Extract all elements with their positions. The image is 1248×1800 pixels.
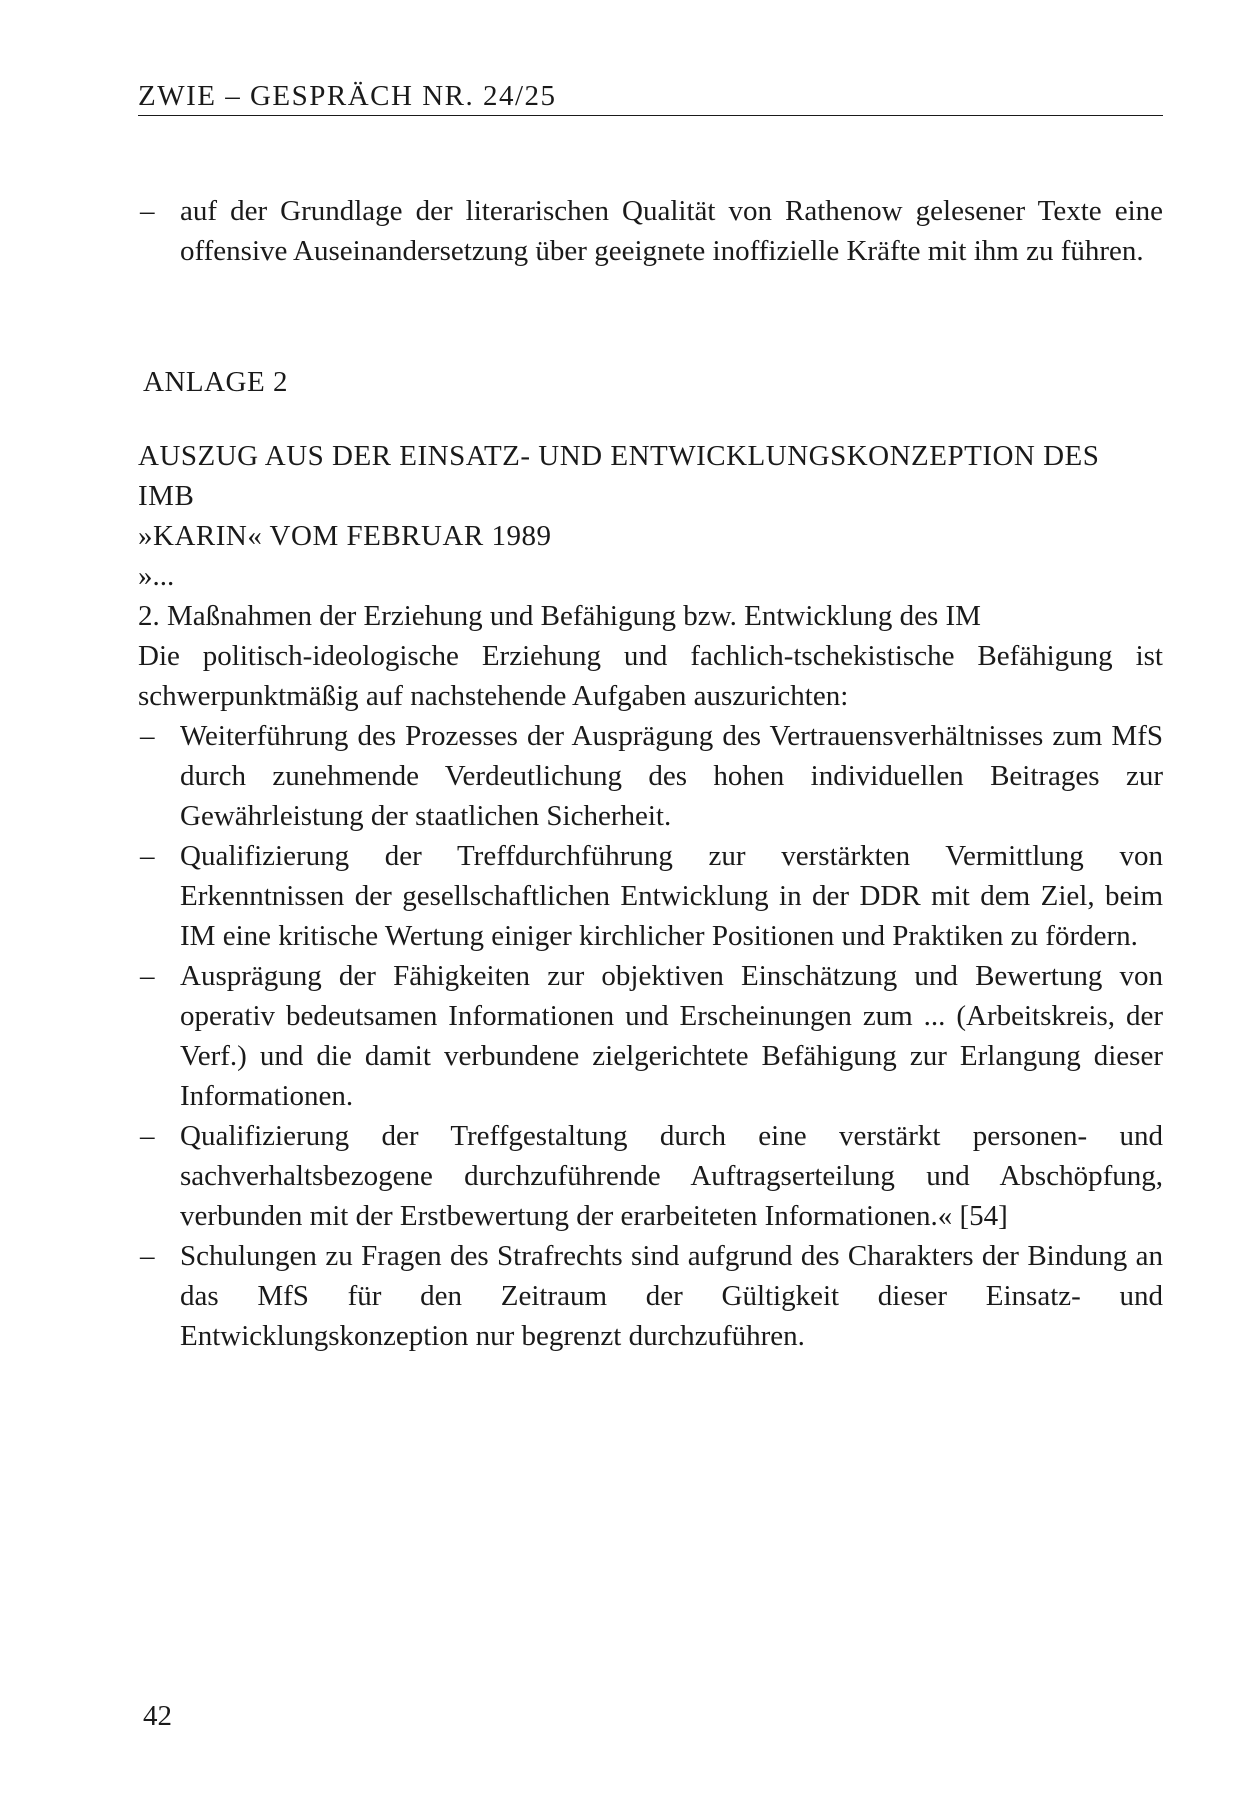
list-item — [138, 716, 1163, 836]
excerpt-title-line2: »KARIN« VOM FEBRUAR 1989 — [138, 520, 552, 552]
dash-bullet: – — [140, 195, 155, 227]
dash-bullet: – — [140, 960, 155, 992]
page-number: 42 — [143, 1700, 172, 1732]
excerpt-section — [138, 436, 1163, 1356]
list-item-text: Ausprägung der Fähigkeiten zur objektiven Einschätzung und Bewertung von operativ bedeutsamen Informationen und Erscheinungen zum ... (Arbeitskreis, der Verf.) und die damit verbundene zielgerichtete Befähigung zur Erlangung dieser Informationen. — [180, 960, 1163, 1112]
lead-paragraph: Die politisch-ideologische Erziehung und fachlich-tschekistische Befähigung ist schwerpunktmäßig auf nachstehende Aufgaben auszurichten: — [138, 640, 1163, 712]
dash-bullet: – — [140, 1240, 155, 1272]
list-item-text: Weiterführung des Prozesses der Ausprägung des Vertrauensverhältnisses zum MfS durch zunehmende Verdeutlichung des hohen individuellen Beitrages zur Gewährleistung der staatlichen Sicherheit. — [180, 720, 1163, 832]
dash-bullet: – — [140, 840, 155, 872]
dash-bullet: – — [140, 720, 155, 752]
running-head-title: ZWIE – GESPRÄCH NR. 24/25 — [138, 80, 557, 112]
header-rule — [138, 115, 1163, 116]
excerpt-title-line1: AUSZUG AUS DER EINSATZ- UND ENTWICKLUNGSKONZEPTION DES IMB — [138, 440, 1100, 512]
list-item-text: auf der Grundlage der literarischen Qualität von Rathenow gelesener Texte eine offensive Auseinandersetzung über geeignete inoffizielle Kräfte mit ihm zu führen. — [180, 195, 1163, 267]
running-head — [138, 80, 1163, 116]
list-item — [138, 1116, 1163, 1236]
list-item-text: Qualifizierung der Treffdurchführung zur verstärkten Vermittlung von Erkenntnissen der gesellschaftlichen Entwicklung in der DDR mit dem Ziel, beim IM eine kritische Wertung einiger kirchlicher Positionen und Praktiken zu fördern. — [180, 840, 1163, 952]
list-item — [138, 836, 1163, 956]
list-item — [138, 1236, 1163, 1356]
dash-bullet: – — [140, 1120, 155, 1152]
list-item — [138, 956, 1163, 1116]
appendix-label: ANLAGE 2 — [143, 366, 288, 398]
list-item — [138, 191, 1163, 271]
list-item-text: Qualifizierung der Treffgestaltung durch eine verstärkt personen- und sachverhaltsbezogene durchzuführende Auftragserteilung und Abschöpfung, verbunden mit der Erstbewertung der erarbeiteten Informationen.« [54] — [180, 1120, 1163, 1232]
list-item-text: Schulungen zu Fragen des Strafrechts sind aufgrund des Charakters der Bindung an das MfS für den Zeitraum der Gültigkeit dieser Einsatz- und Entwicklungskonzeption nur begrenzt durchzuführen. — [180, 1240, 1163, 1352]
section-heading: 2. Maßnahmen der Erziehung und Befähigung bzw. Entwicklung des IM — [138, 600, 981, 632]
intro-list — [138, 191, 1163, 271]
quote-open: »... — [138, 560, 175, 592]
